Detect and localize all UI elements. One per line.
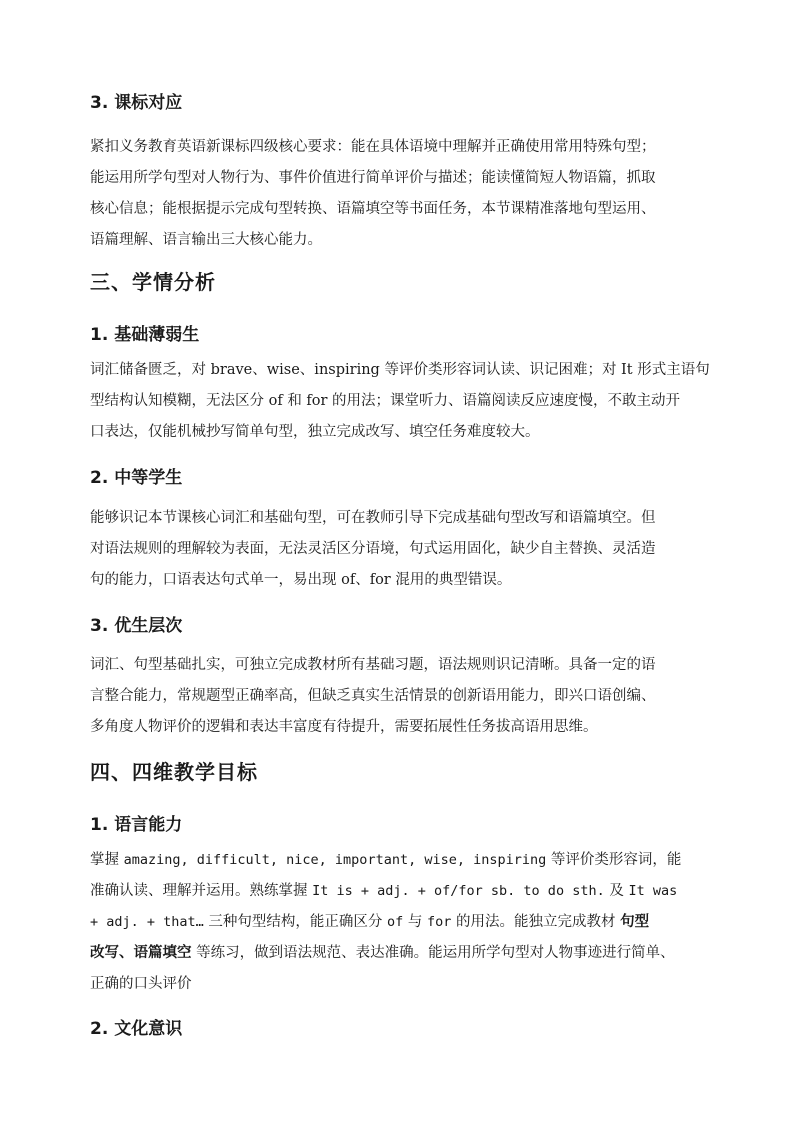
paragraph-line: 语篇理解、语言输出三大核心能力。 <box>90 232 322 248</box>
paragraph-line <box>90 881 677 901</box>
paragraph-line: 词汇储备匮乏，对 brave、wise、inspiring 等评价类形容词认读、识记困难；对 It 形式主语句 <box>90 362 710 378</box>
section-heading-weak-students: 1. 基础薄弱生 <box>90 325 200 345</box>
text-run: 准确认读、理解并运用。熟练掌握 <box>90 883 313 899</box>
paragraph-line: 能运用所学句型对人物行为、事件价值进行简单评价与描述；能读懂简短人物语篇，抓取 <box>90 170 656 186</box>
text-run: 等评价类形容词，能 <box>546 852 682 868</box>
paragraph-line: 词汇、句型基础扎实，可独立完成教材所有基础习题，语法规则识记清晰。具备一定的语 <box>90 657 656 673</box>
part-heading-learner-analysis: 三、学情分析 <box>90 270 216 294</box>
part-heading-teaching-goals: 四、四维教学目标 <box>90 760 258 784</box>
keyword-for: for <box>427 914 452 930</box>
paragraph-line: 多角度人物评价的逻辑和表达丰富度有待提升，需要拓展性任务拔高语用思维。 <box>90 719 598 735</box>
paragraph-line <box>90 850 681 870</box>
section-heading-top-students: 3. 优生层次 <box>90 616 183 636</box>
paragraph-line: 对语法规则的理解较为表面，无法灵活区分语境，句式运用固化，缺少自主替换、灵活造 <box>90 541 656 557</box>
paragraph-line <box>90 912 649 932</box>
paragraph-line: 紧扣义务教育英语新课标四级核心要求：能在具体语境中理解并正确使用常用特殊句型； <box>90 139 656 155</box>
paragraph-line <box>90 943 675 963</box>
section-heading-language-ability: 1. 语言能力 <box>90 815 183 835</box>
bold-text: 改写、语篇填空 <box>90 944 192 961</box>
text-run: 的用法。能独立完成教材 <box>451 914 621 930</box>
paragraph-line: 口表达，仅能机械抄写简单句型，独立完成改写、填空任务难度较大。 <box>90 424 540 440</box>
paragraph-line: 正确的口头评价 <box>90 976 192 992</box>
text-run: 等练习，做到语法规范、表达准确。能运用所学句型对人物事迹进行简单、 <box>191 945 675 961</box>
sentence-pattern: It was <box>628 883 678 899</box>
adjective-list: amazing, difficult, nice, important, wise, inspiring <box>123 852 547 868</box>
paragraph-line: 言整合能力，常规题型正确率高，但缺乏真实生活情景的创新语用能力，即兴口语创编、 <box>90 688 656 704</box>
text-run: 及 <box>604 883 629 899</box>
sentence-pattern: It is + adj. + of/for sb. to do sth. <box>312 883 605 899</box>
paragraph-line: 核心信息；能根据提示完成句型转换、语篇填空等书面任务，本节课精准落地句型运用、 <box>90 201 656 217</box>
bold-text: 句型 <box>620 913 650 930</box>
text-run: 与 <box>403 914 427 930</box>
section-heading-middle-students: 2. 中等学生 <box>90 468 183 488</box>
text-run: 掌握 <box>90 852 124 868</box>
text-run: 三种句型结构，能正确区分 <box>203 914 388 930</box>
paragraph-line: 能够识记本节课核心词汇和基础句型，可在教师引导下完成基础句型改写和语篇填空。但 <box>90 510 656 526</box>
section-heading-cultural-awareness: 2. 文化意识 <box>90 1019 183 1039</box>
section-heading-curriculum: 3. 课标对应 <box>90 93 183 113</box>
keyword-of: of <box>387 914 404 930</box>
sentence-pattern: + adj. + that… <box>90 914 204 930</box>
paragraph-line: 句的能力，口语表达句式单一，易出现 of、for 混用的典型错误。 <box>90 572 512 588</box>
paragraph-line: 型结构认知模糊，无法区分 of 和 for 的用法；课堂听力、语篇阅读反应速度慢，不敢主动开 <box>90 393 681 409</box>
